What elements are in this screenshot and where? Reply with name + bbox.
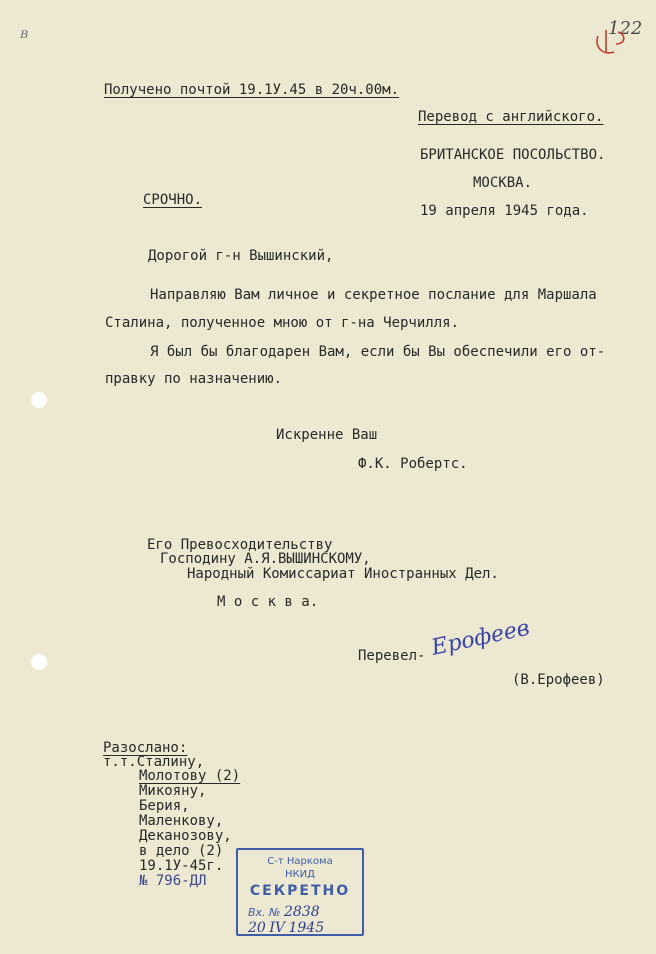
corner-left-mark: ᴮ: [20, 28, 29, 49]
archive-number: 122: [608, 18, 643, 39]
secret-stamp: [236, 848, 364, 936]
translator-handwritten-signature: Ерофеев: [429, 615, 532, 661]
received-line: Получено почтой 19.1У.45 в 20ч.00м.: [104, 82, 400, 98]
address-line-3: Народный Комиссариат Иностранных Дел.: [187, 566, 499, 582]
letter-date: 19 апреля 1945 года.: [420, 203, 589, 219]
distribution-heading: Разослано:: [103, 740, 188, 756]
embassy-city: МОСКВА.: [473, 175, 533, 191]
stamp-date-year: 1945: [288, 920, 325, 936]
paragraph-1-line-2: Сталина, полученное мною от г-на Черчилля.: [105, 315, 460, 331]
recipient-1: т.т.Сталину,: [103, 754, 205, 770]
paragraph-1-line-1: Направляю Вам личное и секретное послание для Маршала: [150, 287, 597, 303]
recipient-2: Молотову (2): [139, 768, 241, 784]
translation-note: Перевод с английского.: [418, 109, 604, 125]
recipient-7: в дело (2): [139, 843, 224, 859]
stamp-date-month: IV: [269, 920, 285, 936]
stamp-date-day: 20: [248, 920, 266, 936]
urgent-mark: СРОЧНО.: [143, 192, 203, 208]
closing: Искренне Ваш: [276, 427, 378, 443]
stamp-number-prefix: Вх. №: [248, 906, 281, 919]
stamp-number-row: [248, 904, 320, 920]
stamp-line-2: НКИД: [285, 869, 315, 880]
embassy-name: БРИТАНСКОЕ ПОСОЛЬСТВО.: [420, 147, 606, 163]
punch-hole-top: [31, 392, 47, 408]
address-line-2: Господину А.Я.ВЫШИНСКОМУ,: [160, 551, 371, 567]
recipient-6: Деканозову,: [139, 828, 232, 844]
recipient-3: Микояну,: [139, 783, 207, 799]
signature: Ф.К. Робертс.: [358, 456, 468, 472]
address-line-1: Его Превосходительству: [147, 537, 333, 553]
stamp-number-value: 2838: [284, 904, 320, 920]
document-number: № 796-ДЛ: [139, 873, 207, 889]
address-line-4: М о с к в а.: [217, 594, 319, 610]
translator-name: (В.Ерофеев): [512, 672, 605, 688]
recipient-4: Берия,: [139, 798, 190, 814]
stamp-secret-label: СЕКРЕТНО: [249, 883, 351, 899]
paragraph-2-line-2: правку по назначению.: [105, 371, 283, 387]
salutation: Дорогой г-н Вышинский,: [148, 248, 334, 264]
recipient-8: 19.1У-45г.: [139, 858, 224, 874]
pencil-mark-icon: [592, 22, 632, 62]
stamp-line-1: С-т Наркома: [267, 856, 333, 867]
paragraph-2-line-1: Я был бы благодарен Вам, если бы Вы обеспечили его от-: [150, 344, 606, 360]
recipient-5: Маленкову,: [139, 813, 224, 829]
punch-hole-bottom: [31, 654, 47, 670]
translator-label: Перевел-: [358, 648, 426, 664]
stamp-date-row: [248, 920, 324, 936]
